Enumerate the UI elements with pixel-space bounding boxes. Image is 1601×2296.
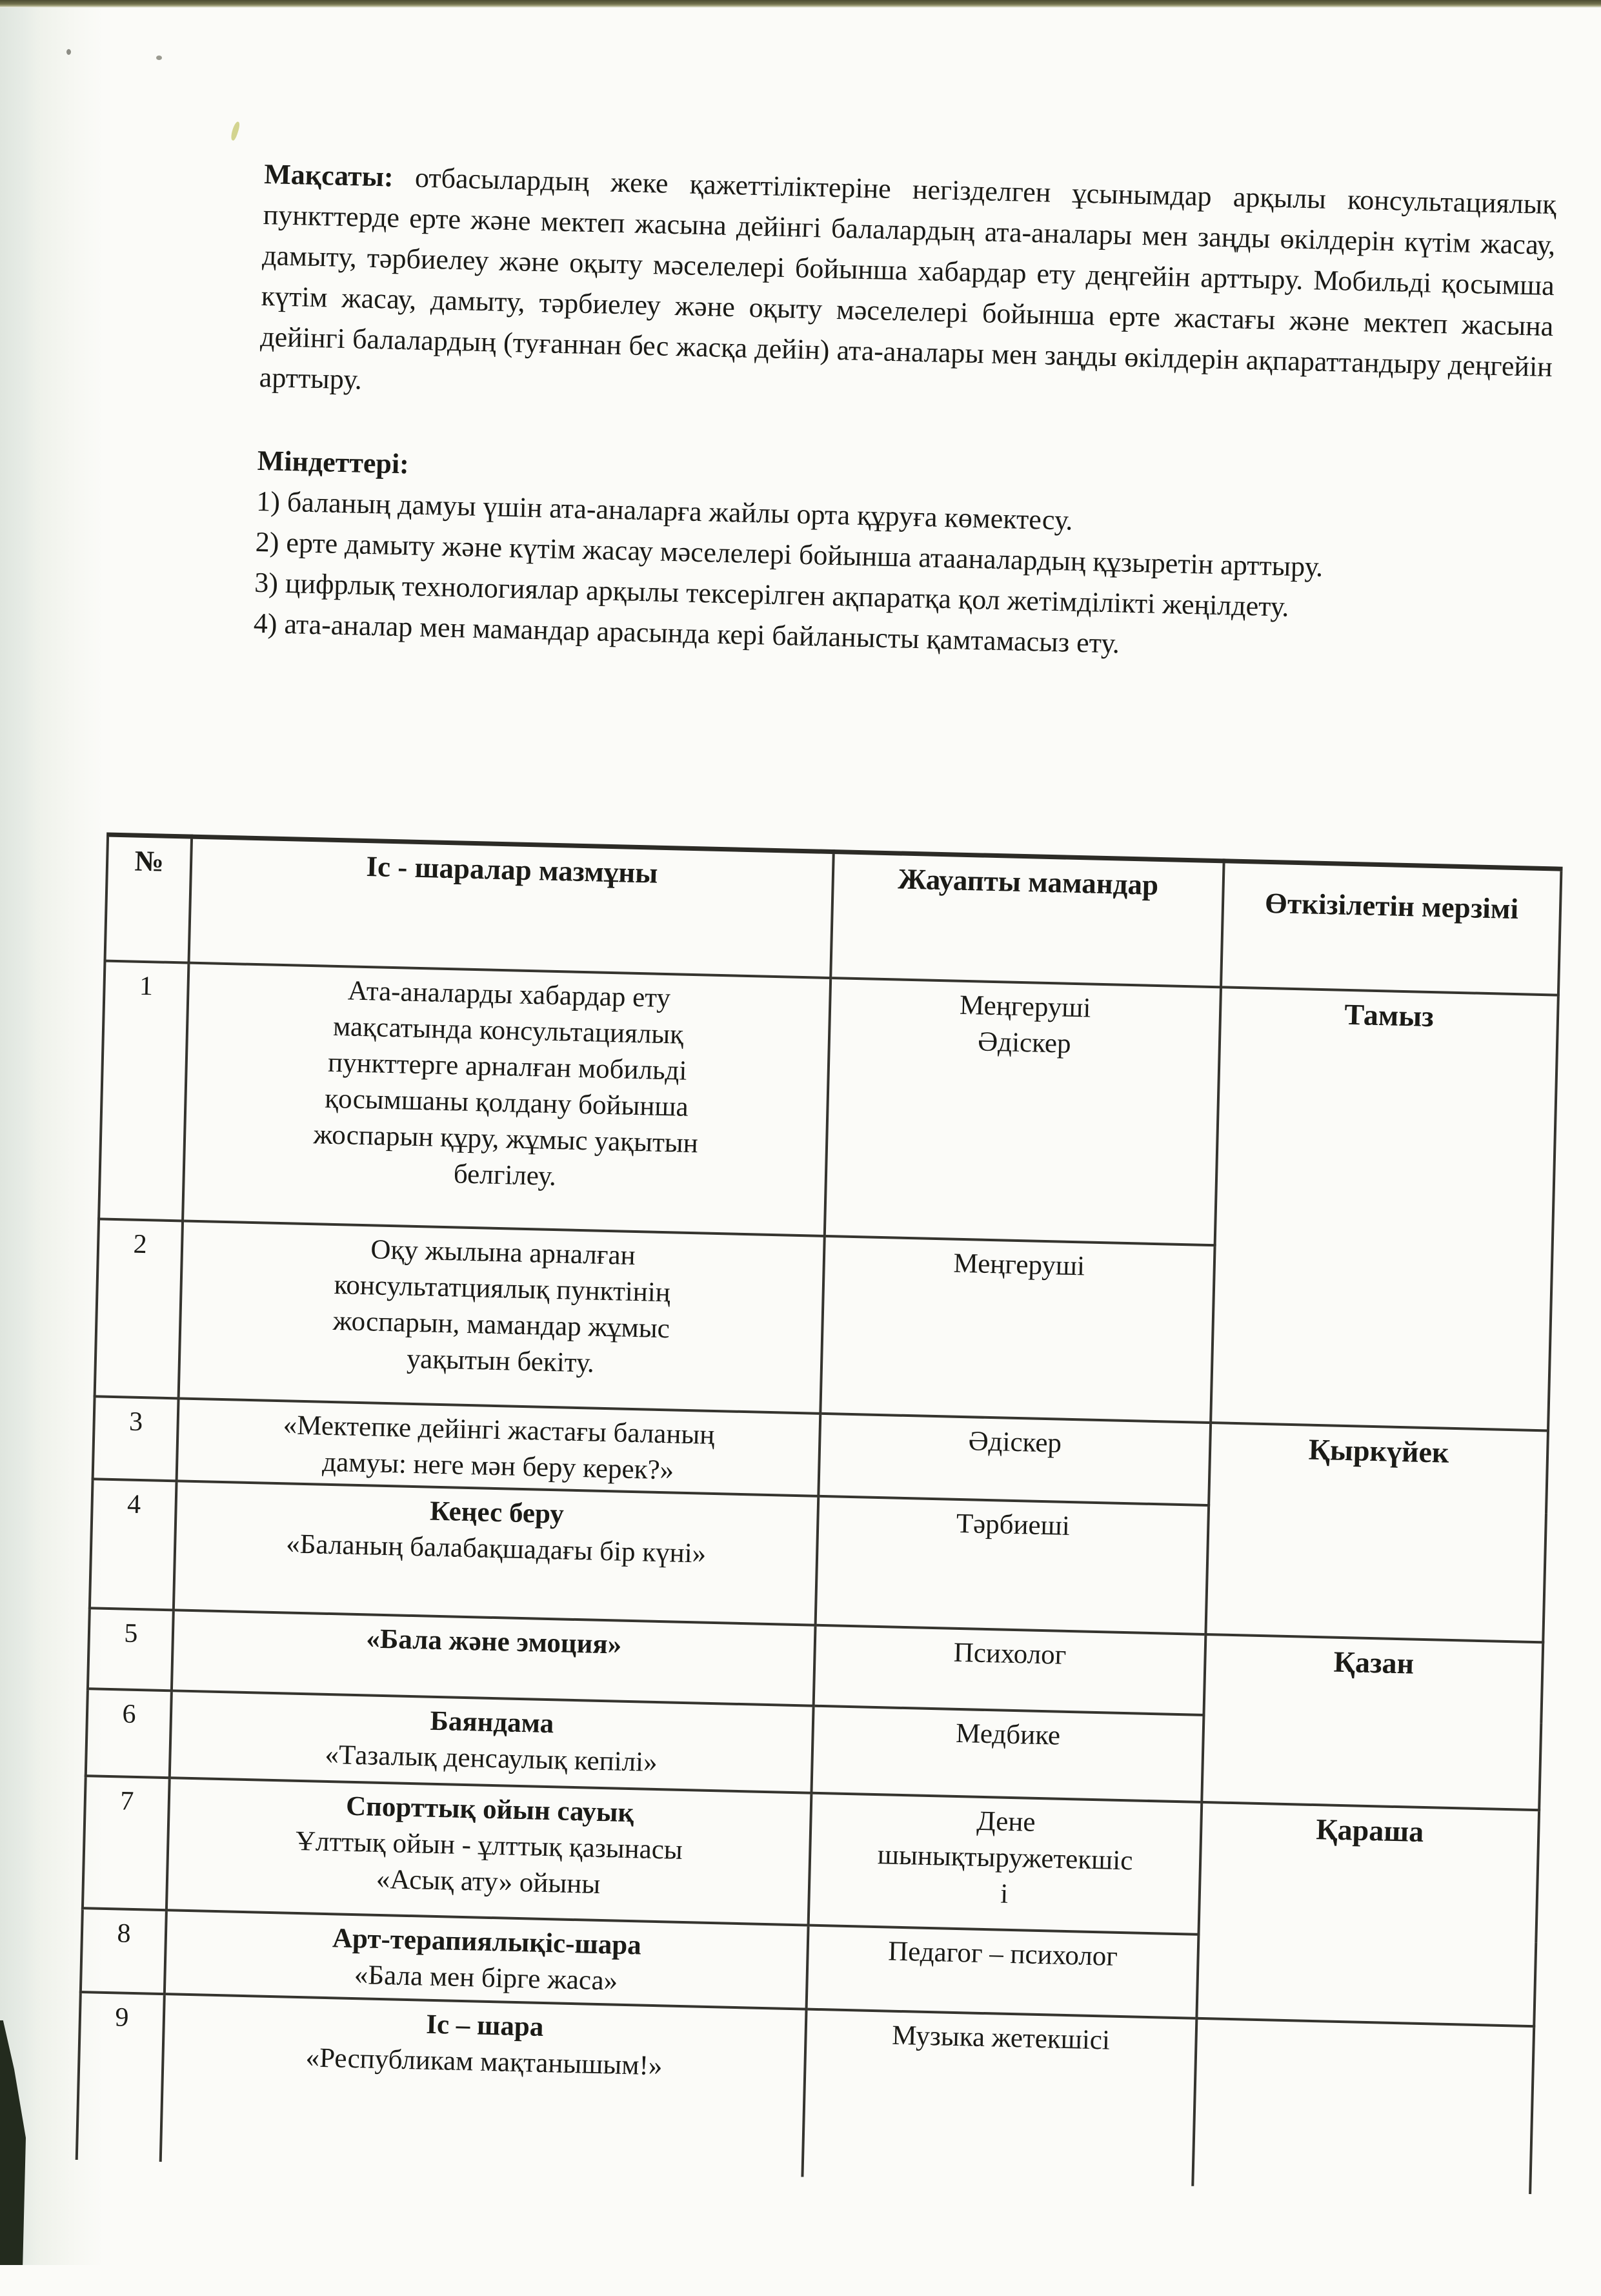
goal-label: Мақсаты: [263, 157, 394, 193]
activity-cell [183, 962, 831, 1235]
period-cell: Тамыз [1211, 987, 1558, 1430]
intro-text-block [253, 154, 1556, 674]
activity-text: «Бала мен бірге жаса» [354, 1959, 618, 1996]
activity-title: Баяндама [430, 1705, 554, 1739]
header-specialists: Жауапты мамандар [831, 852, 1223, 987]
activity-text: Ұлттық ойын - ұлттық қазынасы «Асық ату» ойыны [295, 1825, 683, 1900]
goal-text: отбасылардың жеке қажеттіліктеріне негізделген ұсынымдар арқылы консультациялық пункттерде ерте және мектеп жасына дейінгі балалардың ата-аналары мен заңды өкілдерін күтім жасау, дамыту, тәрбиелеу және оқыту мәселелері бойынша хабардар ету деңгейін арттыру. Мобильді қосымша күтім жасау, дамыту, тәрбиелеу және оқыту мәселелері бойынша ерте жастағы және мектеп жасына дейінгі балалардың (туғаннан бес жасқа дейін) ата-аналары мен заңды өкілдерін ақпараттандыру деңгейін арттыру. [259, 161, 1557, 396]
activity-title: «Бала және эмоция» [365, 1623, 622, 1660]
activity-title: Кеңес беру [429, 1496, 565, 1530]
activity-cell [170, 1691, 814, 1793]
specialists-cell: Әдіскер [818, 1413, 1211, 1505]
period-cell: Қыркүйек [1205, 1423, 1548, 1642]
task-item: 3) цифрлық технологиялар арқылы тексерілген ақпаратқа қол жетімділікті жеңілдету. [254, 566, 1290, 623]
table-row [99, 960, 1558, 1253]
activity-cell [161, 1994, 807, 2177]
row-number: 9 [77, 1992, 165, 2162]
activity-text: «Мектепке дейінгі жастағы баланың дамуы: неге мән беру керек?» [283, 1409, 715, 1485]
row-number: 1 [99, 960, 188, 1221]
period-cell: Қазан [1202, 1634, 1543, 1809]
plan-table [76, 833, 1563, 2194]
specialists-cell: Меңгеруші [820, 1235, 1214, 1422]
specialists-cell: Музыка жетекшісі [802, 2009, 1196, 2186]
row-number: 5 [88, 1608, 174, 1691]
activity-text: «Тазалық денсаулық кепілі» [325, 1739, 658, 1778]
activity-title: Спорттық ойын сауық [345, 1791, 634, 1828]
header-period: Өткізілетін мерзімі [1221, 861, 1561, 995]
activity-title: Іс – шара [425, 2009, 544, 2042]
specialists-cell: Тәрбиеші [816, 1496, 1209, 1634]
row-number: 7 [83, 1776, 170, 1910]
activity-text: Оқу жылына арналған консультатциялық пунктінің жоспарын, мамандар жұмыс уақытын бекіту. [332, 1234, 671, 1379]
activity-cell [165, 1910, 809, 2009]
row-number: 6 [86, 1689, 172, 1778]
activity-cell [177, 1398, 821, 1496]
goal-paragraph [259, 154, 1556, 428]
tasks-heading: Міндеттері: [257, 444, 410, 480]
row-number: 3 [93, 1396, 179, 1481]
activity-cell [172, 1610, 816, 1705]
row-number: 2 [95, 1219, 183, 1398]
activity-text: «Баланың балабақшадағы бір күні» [285, 1528, 707, 1569]
activity-cell [166, 1778, 812, 1925]
activity-text: «Республикам мақтанышым!» [305, 2042, 663, 2081]
row-number: 4 [90, 1479, 177, 1610]
specialists-cell: Медбике [811, 1705, 1203, 1802]
task-item: 4) ата-аналар мен мамандар арасында кері байланысты қамтамасыз ету. [253, 607, 1120, 660]
specialists-cell: Психолог [814, 1625, 1206, 1714]
period-cell [1193, 2018, 1534, 2193]
header-num: № [105, 835, 192, 962]
specialists-cell: Меңгеруші Әдіскер [825, 978, 1221, 1245]
table-row [77, 1992, 1535, 2194]
task-item: 1) баланың дамуы үшін ата-аналарға жайлы орта құруға көмектесу. [256, 485, 1074, 536]
activity-text: Ата-аналарды хабардар ету мақсатында консультациялық пункттерге арналған мобильді қосымшаны қолдану бойынша жоспарын құру, жұмыс уақытын белгілеу. [313, 975, 699, 1192]
header-content: Іс - шаралар мазмұны [188, 837, 833, 977]
period-cell: Қараша [1196, 1802, 1539, 2026]
activity-title: Арт-терапиялықіс-шара [332, 1922, 642, 1961]
specialists-cell: Педагог – психолог [807, 1925, 1199, 2018]
activity-cell [174, 1481, 818, 1625]
row-number: 8 [81, 1908, 166, 1994]
activity-cell [179, 1221, 825, 1413]
task-item: 2) ерте дамыту және күтім жасау мәселелері бойынша атааналардың құзыретін арттыру. [255, 525, 1324, 583]
specialists-cell: Дене шынықтыружетекшіс і [809, 1793, 1202, 1934]
